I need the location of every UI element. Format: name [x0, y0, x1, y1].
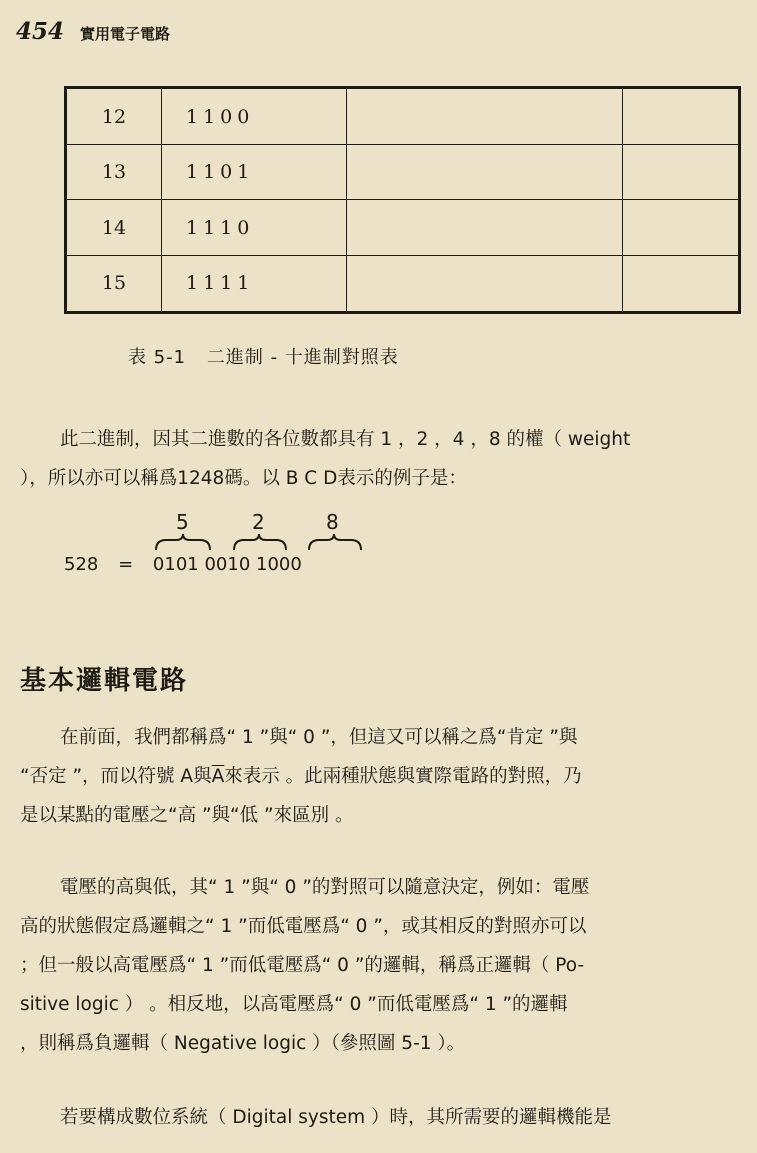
bcd-equation: [64, 554, 302, 575]
paragraph-bcd-intro: [20, 420, 746, 498]
text-line: ，則稱爲負邏輯（ Negative logic ）（參照圖 5-1 ）。: [20, 1033, 466, 1054]
text-line: ；但一般以高電壓爲“ 1 ”而低電壓爲“ 0 ”的邏輯，稱爲正邏輯（ Po-: [20, 955, 585, 976]
empty-cell: [347, 255, 623, 312]
text-line: 若要構成數位系統（ Digital system ）時，其所需要的邏輯機能是: [60, 1107, 612, 1128]
bcd-decimal: 528: [64, 554, 99, 575]
equals-sign: =: [118, 554, 134, 575]
decimal-cell: 12: [66, 88, 162, 145]
text-line: 高的狀態假定爲邏輯之“ 1 ”而低電壓爲“ 0 ”，或其相反的對照亦可以: [20, 916, 587, 937]
empty-cell: [347, 88, 623, 145]
text-line: [20, 757, 746, 796]
bcd-digit: 2: [252, 510, 265, 534]
bcd-group: 1000: [256, 554, 302, 575]
table-row: [66, 255, 740, 312]
text-segment: “否定 ”，而以符號 A與: [20, 766, 212, 787]
bcd-digit: 8: [326, 510, 339, 534]
book-title: 實用電子電路: [80, 25, 171, 43]
text-line: sitive logic ） 。相反地，以高電壓爲“ 0 ”而低電壓爲“ 1 ”的邏輯: [20, 994, 568, 1015]
empty-cell: [347, 145, 623, 200]
text-line: 在前面，我們都稱爲“ 1 ”與“ 0 ”，但這又可以稱之爲“肯定 ”與: [60, 727, 578, 748]
page-number: 454: [16, 18, 65, 45]
table-row: [66, 88, 740, 145]
binary-cell: 1100: [162, 88, 347, 145]
bcd-example: [64, 510, 404, 582]
empty-cell: [623, 88, 740, 145]
section-heading: 基本邏輯電路: [20, 666, 189, 696]
paragraph-positive-negative-logic: [20, 868, 746, 1063]
brace-icon: [156, 534, 210, 550]
binary-cell: 1111: [162, 255, 347, 312]
paragraph-digital-system: [20, 1098, 746, 1137]
binary-cell: 1101: [162, 145, 347, 200]
binary-decimal-table: [64, 86, 741, 314]
page-header: [16, 18, 170, 45]
bcd-digit: 5: [176, 510, 189, 534]
table-row: [66, 145, 740, 200]
decimal-cell: 15: [66, 255, 162, 312]
paragraph-logic-states: [20, 718, 746, 835]
brace-group: [64, 534, 404, 554]
text-line: 是以某點的電壓之“高 ”與“低 ”來區別 。: [20, 805, 354, 826]
empty-cell: [623, 200, 740, 255]
decimal-cell: 14: [66, 200, 162, 255]
table-row: [66, 200, 740, 255]
bcd-group: 0101: [152, 554, 199, 575]
empty-cell: [347, 200, 623, 255]
bcd-group: 0010: [204, 554, 251, 575]
table-caption: [128, 343, 413, 369]
empty-cell: [623, 145, 740, 200]
brace-icon: [309, 534, 361, 550]
text-line: ），所以亦可以稱爲1248碼。以 B C D表示的例子是：: [20, 468, 467, 489]
text-segment: 來表示 。此兩種狀態與實際電路的對照，乃: [224, 766, 582, 787]
text-line: 電壓的高與低，其“ 1 ”與“ 0 ”的對照可以隨意決定，例如：電壓: [60, 877, 590, 898]
brace-icon: [234, 534, 286, 550]
a-bar-symbol: $\overline{A}$: [211, 766, 225, 787]
text-line: 此二進制，因其二進數的各位數都具有 1 ，2 ，4 ，8 的權（ weight: [60, 429, 631, 450]
empty-cell: [623, 255, 740, 312]
binary-cell: 1110: [162, 200, 347, 255]
decimal-cell: 13: [66, 145, 162, 200]
caption-text: 二進制 - 十進制對照表: [206, 347, 399, 368]
caption-number: 表 5-1: [128, 347, 187, 368]
